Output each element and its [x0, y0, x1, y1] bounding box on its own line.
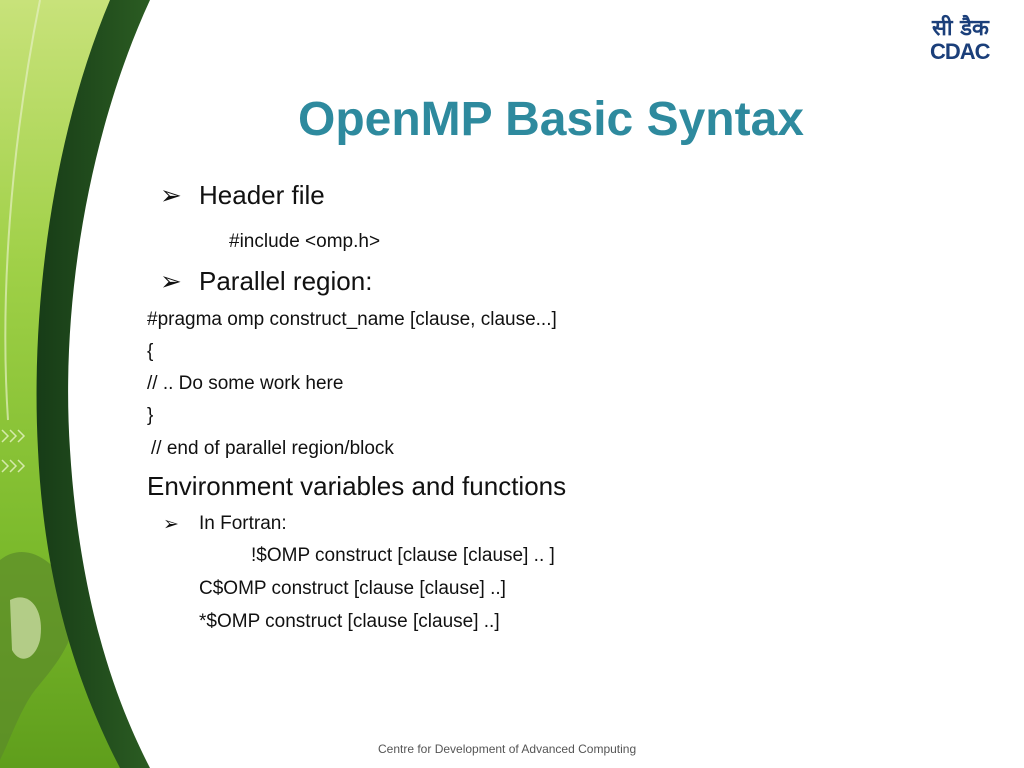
code-fortran-c: C$OMP construct [clause [clause] ..]	[199, 578, 506, 599]
bullet-arrow-icon: ➢	[163, 514, 179, 535]
logo-latin-text: CDAC	[930, 39, 990, 64]
code-pragma: #pragma omp construct_name [clause, clause...]	[147, 309, 557, 330]
logo-hindi-text: सी डैक	[932, 16, 989, 41]
bullet-header-file: Header file	[199, 180, 325, 210]
cdac-logo	[930, 12, 1004, 64]
bullet-parallel-region: Parallel region:	[199, 266, 373, 296]
code-fortran-bang: !$OMP construct [clause [clause] .. ]	[251, 545, 555, 566]
bullet-in-fortran: In Fortran:	[199, 513, 287, 534]
footer-text: Centre for Development of Advanced Computing	[378, 742, 637, 756]
code-include: #include <omp.h>	[229, 231, 381, 252]
code-fortran-star: *$OMP construct [clause [clause] ..]	[199, 611, 500, 632]
code-comment-work: // .. Do some work here	[147, 373, 344, 394]
code-open-brace: {	[147, 341, 154, 362]
code-close-brace: }	[147, 405, 154, 426]
heading-env-variables: Environment variables and functions	[147, 471, 567, 501]
bullet-arrow-icon: ➢	[160, 180, 182, 210]
code-comment-end: // end of parallel region/block	[151, 438, 394, 459]
slide-title: OpenMP Basic Syntax	[298, 93, 804, 146]
bullet-arrow-icon: ➢	[160, 266, 182, 296]
